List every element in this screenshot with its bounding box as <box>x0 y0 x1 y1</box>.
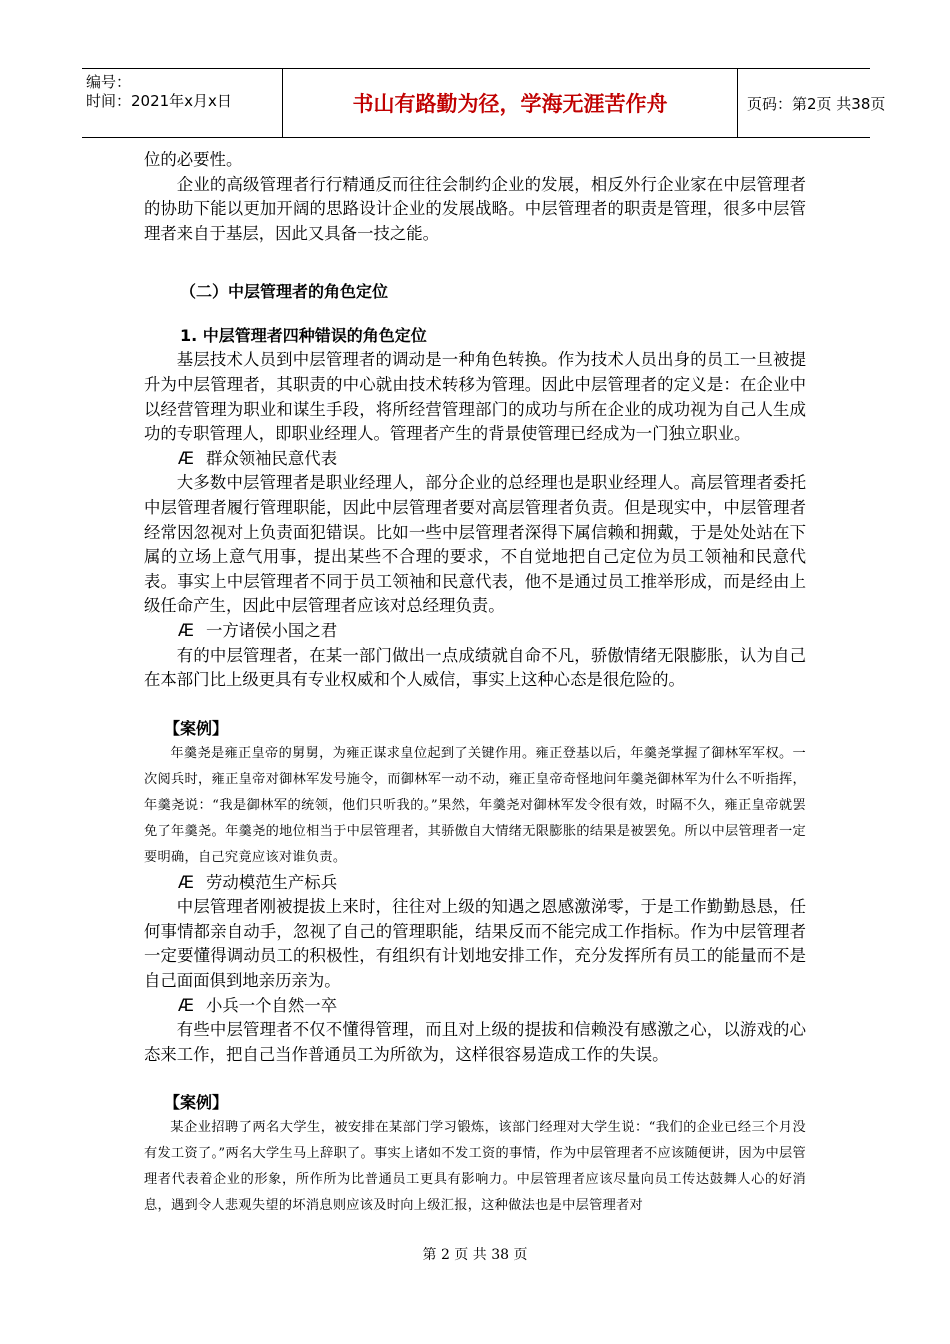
paragraph: 基层技术人员到中层管理者的调动是一种角色转换。作为技术人员出身的员工一旦被提升为中层管理者，其职责的中心就由技术转移为管理。因此中层管理者的定义是：在企业中以经营管理为职业和谋生手段，将所经营管理部门的成功与所在企业的成功视为自己人生成功的专职管理人，即职业经理人。管理者产生的背景使管理已经成为一门独立职业。 <box>144 350 806 444</box>
bullet-symbol: Æ <box>178 448 194 468</box>
bullet-text: 小兵一个自然一卒 <box>205 995 338 1015</box>
page-footer: 第 2 页 共 38 页 <box>422 1247 528 1263</box>
case-text: 年羹尧是雍正皇帝的舅舅，为雍正谋求皇位起到了关键作用。雍正登基以后，年羹尧掌握了御林军军权。一次阅兵时，雍正皇帝对御林军发号施令，而御林军一动不动，雍正皇帝奇怪地问年羹尧御林军为什么不听指挥，年羹尧说：“我是御林军的统领，他们只听我的。”果然，年羹尧对御林军发令很有效，时隔不久，雍正皇帝就罢免了年羹尧。年羹尧的地位相当于中层管理者，其骄傲自大情绪无限膨胀的结果是被罢免。所以中层管理者一定要明确，自己究竟应该对谁负责。 <box>144 745 806 865</box>
bullet-text: 一方诸侯小国之君 <box>205 620 338 640</box>
document-number-label: 编号： <box>86 73 132 91</box>
bullet-item <box>178 871 806 896</box>
subsection-heading: 1. 中层管理者四种错误的角色定位 <box>180 326 427 346</box>
header-page-info: 页码：第2页 共38页 <box>747 94 886 113</box>
header-page-cell <box>737 69 886 137</box>
case-heading: 【案例】 <box>164 718 229 738</box>
bullet-symbol: Æ <box>178 995 194 1015</box>
paragraph: 位的必要性。 <box>144 150 243 169</box>
paragraph: 中层管理者刚被提拔上来时，往往对上级的知遇之恩感激涕零，于是工作勤勤恳恳，任何事情都亲自动手，忽视了自己的管理职能，结果反而不能完成工作指标。作为中层管理者一定要懂得调动员工的积极性，有组织有计划地安排工作，充分发挥所有员工的能量而不是自己面面俱到地亲历亲为。 <box>144 897 806 991</box>
header-meta-cell <box>82 69 282 137</box>
header-motto-cell <box>282 69 738 137</box>
bullet-item <box>178 619 806 644</box>
bullet-item <box>178 447 806 472</box>
section-heading: （二）中层管理者的角色定位 <box>180 282 389 302</box>
bullet-symbol: Æ <box>178 872 194 892</box>
paragraph: 企业的高级管理者行行精通反而往往会制约企业的发展，相反外行企业家在中层管理者的协助下能以更加开阔的思路设计企业的发展战略。中层管理者的职责是管理，很多中层管理者来自于基层，因此又具备一技之能。 <box>144 174 806 243</box>
case-heading: 【案例】 <box>164 1093 229 1113</box>
document-body <box>144 148 806 1219</box>
header-motto: 书山有路勤为径，学海无涯苦作舟 <box>352 92 668 116</box>
page-header <box>82 68 886 138</box>
bullet-item <box>178 994 806 1019</box>
paragraph: 大多数中层管理者是职业经理人，部分企业的总经理也是职业经理人。高层管理者委托中层管理者履行管理职能，因此中层管理者要对高层管理者负责。但是现实中，中层管理者经常因忽视对上负责面犯错误。比如一些中层管理者深得下属信赖和拥戴，于是处处站在下属的立场上意气用事，提出某些不合理的要求，不自觉地把自己定位为员工领袖和民意代表。事实上中层管理者不同于员工领袖和民意代表，他不是通过员工推举形成，而是经由上级任命产生，因此中层管理者应该对总经理负责。 <box>144 473 806 616</box>
paragraph: 有些中层管理者不仅不懂得管理，而且对上级的提拔和信赖没有感激之心，以游戏的心态来工作，把自己当作普通员工为所欲为，这样很容易造成工作的失误。 <box>144 1020 806 1064</box>
document-time-label: 时间：2021年x月x日 <box>86 92 232 110</box>
paragraph: 有的中层管理者，在某一部门做出一点成绩就自命不凡，骄傲情绪无限膨胀，认为自己在本部门比上级更具有专业权威和个人威信，事实上这种心态是很危险的。 <box>144 645 806 690</box>
bullet-text: 群众领袖民意代表 <box>205 448 338 468</box>
case-text: 某企业招聘了两名大学生，被安排在某部门学习锻炼，该部门经理对大学生说：“我们的企业已经三个月没有发工资了。”两名大学生马上辞职了。事实上诸如不发工资的事情，作为中层管理者不应该随便讲，因为中层管理者代表着企业的形象，所作所为比普通员工更具有影响力。中层管理者应该尽量向员工传达鼓舞人心的好消息，遇到令人悲观失望的坏消息则应该及时向上级汇报，这种做法也是中层管理者对 <box>144 1120 806 1214</box>
bullet-text: 劳动模范生产标兵 <box>205 872 338 892</box>
bullet-symbol: Æ <box>178 620 194 640</box>
